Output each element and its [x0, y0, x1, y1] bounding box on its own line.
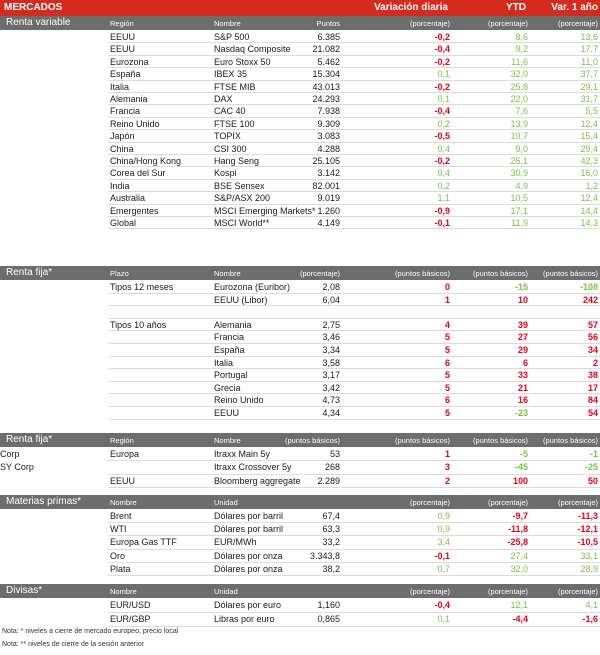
row-value: 0,1	[437, 94, 450, 104]
row-label: Japón	[110, 131, 135, 142]
row-value: -9,7	[512, 511, 528, 521]
row-label: Italia	[110, 81, 130, 92]
table-row	[0, 382, 600, 395]
row-value: 6.385	[317, 32, 340, 42]
row-value: 5	[444, 408, 450, 418]
table-row	[0, 81, 600, 93]
row-name: Libras por euro	[214, 614, 275, 624]
row-value: 14,3	[580, 218, 598, 228]
row-name: MSCI World**	[214, 218, 270, 228]
row-name: TOPIX	[214, 131, 241, 142]
table-row	[0, 281, 600, 294]
row-label: WTI	[110, 524, 127, 535]
column-header: (porcentaje)	[557, 19, 598, 28]
row-name: Itraxx Crossover 5y	[214, 462, 292, 473]
row-value: 27	[517, 332, 528, 343]
cropped-row-label: Corp	[0, 449, 20, 459]
row-label: Alemania	[110, 94, 148, 104]
row-value: 1.260	[317, 205, 340, 216]
row-value: 54	[587, 408, 598, 418]
row-value: 0,1	[437, 614, 450, 624]
row-value: -0,4	[434, 106, 450, 117]
row-name: CAC 40	[214, 106, 246, 117]
column-header: Unidad	[214, 498, 238, 507]
column-header: (porcentaje)	[487, 19, 528, 28]
section-header-rf2	[0, 433, 600, 447]
column-daily-change: Variación diaria	[374, 2, 448, 13]
row-label: EEUU	[110, 475, 136, 486]
row-value: 16,0	[580, 168, 598, 179]
row-name: MSCI Emerging Markets*	[214, 205, 316, 216]
row-value: 14,4	[580, 205, 598, 216]
section-title: Materias primas*	[6, 496, 82, 507]
row-name: IBEX 35	[214, 69, 248, 80]
row-label: EUR/GBP	[110, 614, 151, 624]
row-value: 67,4	[322, 511, 340, 521]
column-one-year: Var. 1 año	[551, 2, 598, 13]
row-name: Euro Stoxx 50	[214, 56, 271, 67]
row-value: 29	[517, 345, 528, 355]
row-value: 12,4	[580, 118, 598, 129]
column-header: Puntos	[316, 19, 340, 28]
table-row	[0, 461, 600, 474]
row-value: 5	[444, 370, 450, 381]
row-value: 37,7	[580, 69, 598, 80]
row-value: 1	[444, 294, 450, 305]
row-label: China/Hong Kong	[110, 156, 182, 166]
section-header-rv	[0, 16, 600, 30]
column-header: (puntos básicos)	[394, 436, 450, 445]
section-title: Renta fija*	[6, 267, 53, 278]
row-divider	[108, 626, 600, 627]
row-label: Global	[110, 218, 137, 228]
row-value: -0,1	[434, 218, 450, 228]
row-value: 27,4	[510, 550, 528, 561]
row-value: 3,4	[437, 537, 450, 548]
row-name: Reino Unido	[214, 395, 264, 406]
row-value: 5	[444, 382, 450, 393]
row-name: Nasdaq Composite	[214, 44, 291, 55]
row-value: 2.289	[317, 475, 340, 486]
table-row	[0, 68, 600, 80]
row-value: -4,4	[512, 614, 528, 624]
row-value: 17	[587, 382, 598, 393]
table-row	[0, 331, 600, 344]
row-value: 38	[587, 370, 598, 381]
row-value: 6	[444, 395, 450, 406]
table-row	[0, 56, 600, 68]
column-header: (puntos básicos)	[472, 436, 528, 445]
row-value: 0,865	[317, 614, 340, 624]
column-ytd: YTD	[506, 2, 526, 13]
row-value: 3,46	[322, 332, 340, 343]
section-header-dv	[0, 584, 600, 598]
row-label: Australia	[110, 193, 146, 204]
row-label: EEUU	[110, 32, 136, 42]
row-label: Europa	[110, 449, 140, 459]
row-value: -0,5	[434, 131, 450, 142]
column-header: (porcentaje)	[409, 498, 450, 507]
row-value: 3.083	[317, 131, 340, 142]
row-name: S&P 500	[214, 32, 250, 42]
row-value: 4,34	[322, 408, 340, 418]
row-label: Brent	[110, 511, 132, 521]
row-name: Dólares por barril	[214, 511, 284, 521]
row-name: Kospi	[214, 168, 237, 179]
column-header: Plazo	[110, 269, 129, 278]
row-value: 9,0	[515, 143, 528, 154]
table-row	[0, 306, 600, 319]
row-name: Dólares por barril	[214, 524, 284, 535]
row-value: 32,0	[510, 69, 528, 80]
row-value: 1,160	[317, 600, 340, 610]
row-value: -5	[519, 449, 528, 459]
row-value: 3.343,8	[309, 550, 340, 561]
row-value: 0,2	[437, 180, 450, 191]
section-header-mp	[0, 495, 600, 509]
row-label: Europa Gas TTF	[110, 537, 177, 548]
row-value: 29,1	[580, 81, 598, 92]
row-value: 0,2	[437, 118, 450, 129]
row-value: 22,0	[510, 94, 528, 104]
table-row	[0, 344, 600, 357]
row-value: 50	[587, 475, 598, 486]
row-value: 11,0	[581, 56, 598, 67]
row-value: 8,6	[515, 32, 528, 42]
row-value: 32,0	[510, 563, 528, 574]
row-value: -10,5	[577, 537, 598, 548]
row-value: 53	[329, 449, 340, 459]
row-value: 3,42	[322, 382, 340, 393]
section-title: Renta variable	[6, 17, 71, 28]
column-header: (porcentaje)	[409, 19, 450, 28]
row-value: -23	[514, 408, 528, 418]
row-name: FTSE MIB	[214, 81, 256, 92]
row-label: Corea del Sur	[110, 168, 166, 179]
row-value: 3,58	[322, 357, 340, 368]
row-label: España	[110, 69, 141, 80]
row-value: 31,7	[580, 94, 598, 104]
row-name: BSE Sensex	[214, 180, 265, 191]
column-header: (puntos básicos)	[284, 436, 340, 445]
row-value: 6	[522, 357, 528, 368]
table-row	[0, 167, 600, 179]
column-header: (porcentaje)	[487, 498, 528, 507]
row-divider	[108, 575, 600, 576]
column-header: Nombre	[110, 498, 137, 507]
table-row	[0, 118, 600, 130]
row-divider	[108, 228, 600, 229]
row-value: -0,2	[434, 56, 450, 67]
row-name: Francia	[214, 332, 245, 343]
row-value: 24.293	[312, 94, 340, 104]
row-label: EUR/USD	[110, 600, 151, 610]
row-value: 33	[517, 370, 528, 381]
row-label: Eurozona	[110, 56, 149, 67]
column-header: Nombre	[214, 269, 241, 278]
row-label: India	[110, 180, 130, 191]
row-value: 0	[444, 282, 450, 292]
row-label: Emergentes	[110, 205, 159, 216]
row-label: Tipos 12 meses	[110, 282, 174, 292]
row-value: 4,9	[515, 180, 528, 191]
table-row	[0, 31, 600, 43]
row-value: -45	[514, 462, 528, 473]
row-value: 7,6	[515, 106, 528, 117]
row-value: 43.013	[312, 81, 340, 92]
row-value: 25,8	[510, 81, 528, 92]
row-value: 34	[587, 345, 598, 355]
row-value: -0,9	[434, 205, 450, 216]
row-value: 0,1	[437, 69, 450, 80]
row-value: 242	[582, 294, 598, 305]
row-name: Itraxx Main 5y	[214, 449, 271, 459]
row-value: 100	[512, 475, 528, 486]
row-value: 0,4	[437, 168, 450, 179]
column-header: (porcentaje)	[299, 269, 340, 278]
row-name: Dólares por onza	[214, 563, 283, 574]
table-row	[0, 613, 600, 627]
column-header: (porcentaje)	[409, 587, 450, 596]
row-value: 11,6	[511, 56, 528, 67]
column-header: Región	[110, 19, 134, 28]
table-row	[0, 319, 600, 332]
row-value: 4	[444, 319, 450, 330]
row-label: Plata	[110, 563, 131, 574]
row-name: España	[214, 345, 245, 355]
row-value: 6	[444, 357, 450, 368]
row-value: 15.304	[312, 69, 340, 80]
column-header: Unidad	[214, 587, 238, 596]
row-value: 0,9	[437, 524, 450, 535]
row-value: 9.309	[317, 118, 340, 129]
row-value: 28,9	[580, 563, 598, 574]
row-value: 10,5	[510, 193, 528, 204]
table-row	[0, 357, 600, 370]
row-name: Alemania	[214, 319, 252, 330]
table-row	[0, 294, 600, 307]
row-name: Portugal	[214, 370, 248, 381]
row-name: S&P/ASX 200	[214, 193, 271, 204]
row-value: 4.149	[317, 218, 340, 228]
row-value: 5.462	[317, 56, 340, 67]
row-value: 33,2	[322, 537, 340, 548]
row-name: Bloomberg aggregate	[214, 475, 301, 486]
row-value: 29,4	[580, 143, 598, 154]
row-value: 3,34	[322, 345, 340, 355]
column-header: (puntos básicos)	[394, 269, 450, 278]
table-row	[0, 407, 600, 420]
row-name: FTSE 100	[214, 118, 255, 129]
row-value: 2,75	[322, 319, 340, 330]
row-value: -0,1	[434, 550, 450, 561]
column-header: (porcentaje)	[487, 587, 528, 596]
row-value: 17,7	[580, 44, 598, 55]
row-value: 30,9	[510, 168, 528, 179]
row-value: 10	[517, 294, 528, 305]
table-row	[0, 369, 600, 382]
row-value: 12,1	[510, 600, 528, 610]
table-row	[0, 192, 600, 204]
row-value: 4.288	[317, 143, 340, 154]
table-row	[0, 105, 600, 117]
row-label: EEUU	[110, 44, 136, 55]
table-row	[0, 510, 600, 523]
row-value: 0,9	[437, 511, 450, 521]
column-header: (puntos básicos)	[542, 269, 598, 278]
footnote: Nota: * niveles a cierre de mercado europeo, precio local	[2, 628, 179, 635]
row-value: 57	[587, 319, 598, 330]
table-row	[0, 43, 600, 55]
row-value: -0,2	[434, 81, 450, 92]
table-row	[0, 155, 600, 167]
table-row	[0, 394, 600, 407]
row-label: Tipos 10 años	[110, 319, 167, 330]
row-value: -15	[514, 282, 528, 292]
row-divider	[108, 419, 600, 420]
footnote: Nota: ** niveles de cierre de la sesión anterior	[2, 641, 145, 648]
row-value: 38,2	[322, 563, 340, 574]
table-row	[0, 93, 600, 105]
row-name: Italia	[214, 357, 234, 368]
row-value: 84	[587, 395, 598, 406]
row-label: Reino Unido	[110, 118, 160, 129]
row-value: 4,73	[322, 395, 340, 406]
row-value: 2	[444, 475, 450, 486]
table-row	[0, 563, 600, 576]
row-value: 63,3	[322, 524, 340, 535]
row-value: 10,7	[510, 131, 528, 142]
row-value: 21.082	[312, 44, 340, 55]
row-value: -0,2	[434, 32, 450, 42]
column-header: (porcentaje)	[557, 587, 598, 596]
row-value: 3.142	[317, 168, 340, 179]
row-value: 1	[444, 449, 450, 459]
row-value: 9.019	[317, 193, 340, 204]
row-value: 12,4	[580, 193, 598, 204]
row-name: EUR/MWh	[214, 537, 257, 548]
row-value: 7.938	[317, 106, 340, 117]
row-value: 268	[324, 462, 340, 473]
row-value: -1	[589, 449, 598, 459]
column-header: (puntos básicos)	[472, 269, 528, 278]
row-name: CSI 300	[214, 143, 247, 154]
row-value: 21	[517, 382, 528, 393]
row-name: Grecia	[214, 382, 241, 393]
row-value: 25.105	[312, 156, 340, 166]
row-value: -0,2	[434, 156, 450, 166]
cropped-row-label: SY Corp	[0, 462, 34, 473]
row-name: EEUU (Libor)	[214, 294, 268, 305]
table-row	[0, 523, 600, 536]
row-value: 2	[592, 357, 598, 368]
row-value: 5	[444, 332, 450, 343]
row-value: -25,8	[507, 537, 528, 548]
table-row	[0, 550, 600, 563]
row-value: 6,04	[322, 294, 340, 305]
row-value: 1,1	[437, 193, 450, 204]
column-header: Región	[110, 436, 134, 445]
row-name: Hang Seng	[214, 156, 260, 166]
row-value: 39	[517, 319, 528, 330]
column-header: (puntos básicos)	[542, 436, 598, 445]
row-name: Dólares por onza	[214, 550, 283, 561]
row-value: 82.001	[312, 180, 340, 191]
row-name: DAX	[214, 94, 233, 104]
table-row	[0, 180, 600, 192]
row-value: 2,08	[322, 282, 340, 292]
table-row	[0, 448, 600, 461]
row-value: 13,6	[580, 32, 598, 42]
row-value: 0,4	[437, 143, 450, 154]
row-name: Dólares por euro	[214, 600, 282, 610]
section-title: Divisas*	[6, 585, 43, 596]
row-value: -108	[579, 282, 598, 292]
row-value: 3,17	[322, 370, 340, 381]
row-value: 42,3	[580, 156, 598, 166]
column-header: Nombre	[110, 587, 137, 596]
row-label: Oro	[110, 550, 126, 561]
row-value: 0,7	[437, 563, 450, 574]
table-row	[0, 217, 600, 229]
row-divider	[108, 487, 600, 488]
row-name: Eurozona (Euribor)	[214, 282, 291, 292]
row-value: 25,1	[510, 156, 528, 166]
row-value: -12,1	[577, 524, 598, 535]
row-name: EEUU	[214, 408, 240, 418]
row-value: 17,1	[510, 205, 528, 216]
row-label: Francia	[110, 106, 141, 117]
row-value: 16	[517, 395, 528, 406]
row-value: -0,4	[434, 600, 450, 610]
column-header: Nombre	[214, 19, 241, 28]
table-row	[0, 130, 600, 142]
row-value: -1,6	[582, 614, 598, 624]
section-title: Renta fija*	[6, 434, 53, 445]
row-value: 5,5	[585, 106, 598, 117]
row-value: -11,3	[577, 511, 598, 521]
markets-header-bar	[0, 0, 600, 16]
column-header: Nombre	[214, 436, 241, 445]
row-value: 5	[444, 345, 450, 355]
table-row	[0, 536, 600, 549]
markets-title: MERCADOS	[4, 2, 63, 13]
column-header: (porcentaje)	[557, 498, 598, 507]
row-value: 1,2	[585, 180, 598, 191]
row-value: 33,1	[580, 550, 598, 561]
row-value: 13,9	[510, 118, 528, 129]
table-row	[0, 599, 600, 613]
row-value: 4,1	[585, 600, 598, 610]
row-value: 11,9	[511, 218, 528, 228]
table-row	[0, 475, 600, 488]
row-value: 3	[444, 462, 450, 473]
row-value: -25	[584, 462, 598, 473]
section-header-rf1	[0, 266, 600, 280]
table-row	[0, 205, 600, 217]
row-value: 9,2	[515, 44, 528, 55]
row-value: 56	[587, 332, 598, 343]
row-value: 15,4	[580, 131, 598, 142]
row-value: -11,8	[507, 524, 528, 535]
row-label: China	[110, 143, 134, 154]
row-value: -0,4	[434, 44, 450, 55]
table-row	[0, 143, 600, 155]
